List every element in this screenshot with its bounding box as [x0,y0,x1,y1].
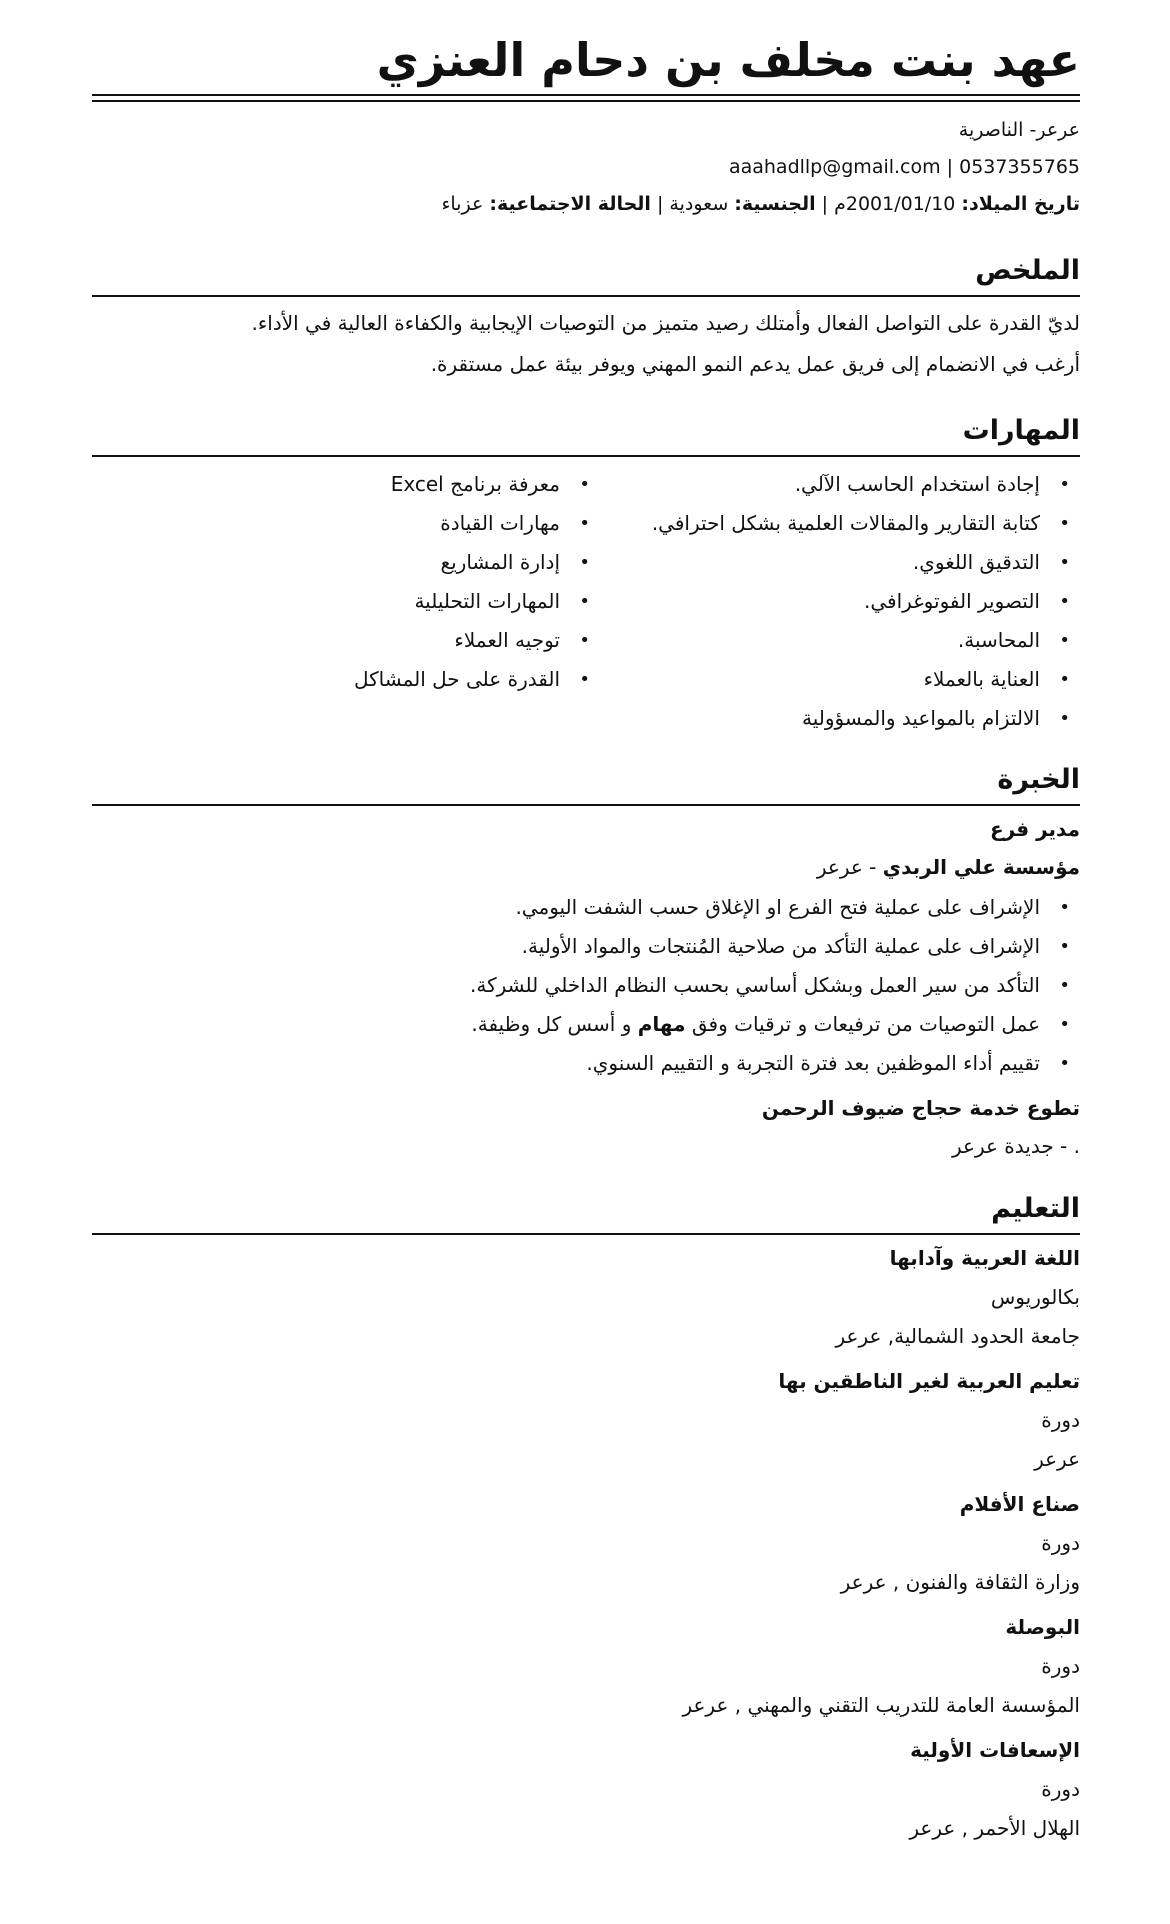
education-place: عرعر [1034,1447,1080,1471]
skills-list-1 [600,465,1080,738]
task-text: و أسس كل وظيفة. [471,1012,638,1036]
education-type: دورة [1041,1408,1080,1432]
education-place: وزارة الثقافة والفنون , عرعر [840,1570,1080,1594]
job-location: - عرعر [816,855,883,879]
birth-value: 2001/01/10م | [815,193,962,215]
education-place: المؤسسة العامة للتدريب التقني والمهني , عرعر [682,1693,1080,1717]
marital-label: الحالة الاجتماعية: [489,193,651,215]
education-degree: اللغة العربية وآدابها [889,1246,1080,1270]
skill-item: • إدارة المشاريع [200,543,600,582]
contact-block [92,112,1080,223]
education-section [92,1189,1080,1848]
job-task [92,1005,1080,1044]
skill-item: • الالتزام بالمواعيد والمسؤولية [640,699,1080,738]
education-entry [92,1485,1080,1602]
skill-item: • مهارات القيادة [200,504,600,543]
education-entry [92,1731,1080,1848]
personal-info [92,186,1080,223]
skill-item: • التدقيق اللغوي. [640,543,1080,582]
email-phone: aaahadllp@gmail.com | 0537355765 [728,156,1080,178]
resume-page [92,0,1080,1848]
education-place: جامعة الحدود الشمالية, عرعر [835,1324,1080,1348]
birth-label: تاريخ الميلاد: [961,193,1080,215]
education-entry [92,1362,1080,1479]
education-degree: تعليم العربية لغير الناطقين بها [778,1369,1080,1393]
skill-item: • المحاسبة. [640,621,1080,660]
experience-divider [92,804,1080,806]
education-entry [92,1239,1080,1356]
summary-section [92,251,1080,385]
job-role: تطوع خدمة حجاج ضيوف الرحمن [761,1096,1080,1120]
job-task: • الإشراف على عملية فتح الفرع او الإغلاق حسب الشفت اليومي. [92,888,1080,927]
summary-line-2: أرغب في الانضمام إلى فريق عمل يدعم النمو المهني ويوفر بيئة عمل مستقرة. [430,352,1080,376]
education-place: الهلال الأحمر , عرعر [909,1816,1080,1840]
job-entry-1 [92,810,1080,1083]
summary-line-1: لديّ القدرة على التواصل الفعال وأمتلك رصيد متميز من التوصيات الإيجابية والكفاءة العالية في الأداء. [251,311,1080,335]
education-type: دورة [1041,1777,1080,1801]
skill-item: • العناية بالعملاء [640,660,1080,699]
experience-title: الخبرة [997,764,1080,795]
job-tasks [92,888,1080,1083]
skills-divider [92,455,1080,457]
candidate-name: عهد بنت مخلف بن دحام العنزي [376,33,1080,87]
education-type: دورة [1041,1654,1080,1678]
marital-value: عزباء [441,193,490,215]
education-entry [92,1608,1080,1725]
education-divider [92,1233,1080,1235]
nationality-label: الجنسية: [734,193,816,215]
education-degree: صناع الأفلام [959,1492,1080,1516]
job-entry-2 [92,1089,1080,1165]
header-divider [92,94,1080,102]
job-task: • الإشراف على عملية التأكد من صلاحية المُنتجات والمواد الأولية. [92,927,1080,966]
skills-title: المهارات [962,415,1080,446]
job-detail: . - جديدة عرعر [952,1134,1080,1158]
education-type: دورة [1041,1531,1080,1555]
job-company-line [92,848,1080,886]
skill-item: • معرفة برنامج Excel [200,465,600,504]
skill-item: • التصوير الفوتوغرافي. [640,582,1080,621]
skill-item: • توجيه العملاء [200,621,600,660]
skill-item: • القدرة على حل المشاكل [200,660,600,699]
skill-item: • إجادة استخدام الحاسب الآلي. [640,465,1080,504]
education-type: بكالوريوس [990,1285,1080,1309]
job-task: • تقييم أداء الموظفين بعد فترة التجربة و التقييم السنوي. [92,1044,1080,1083]
skills-section [92,411,1080,738]
skills-columns [92,465,1080,738]
skill-item: • كتابة التقارير والمقالات العلمية بشكل احترافي. [640,504,1080,543]
education-degree: البوصلة [1005,1615,1080,1639]
job-company: مؤسسة علي الربدي [882,855,1080,879]
job-task: • التأكد من سير العمل وبشكل أساسي بحسب النظام الداخلي للشركة. [92,966,1080,1005]
education-title: التعليم [991,1193,1080,1224]
task-bold-text: مهام [637,1012,686,1036]
nationality-value: سعودية | [650,193,735,215]
skill-item: • المهارات التحليلية [200,582,600,621]
summary-title: الملخص [975,255,1080,286]
summary-text [92,303,1080,385]
experience-section [92,760,1080,1165]
location: عرعر- الناصرية [958,119,1080,141]
skills-list-2 [200,465,600,738]
job-role: مدير فرع [989,817,1080,841]
summary-divider [92,295,1080,297]
education-degree: الإسعافات الأولية [910,1738,1080,1762]
task-text: عمل التوصيات من ترفيعات و ترقيات وفق [685,1012,1040,1036]
